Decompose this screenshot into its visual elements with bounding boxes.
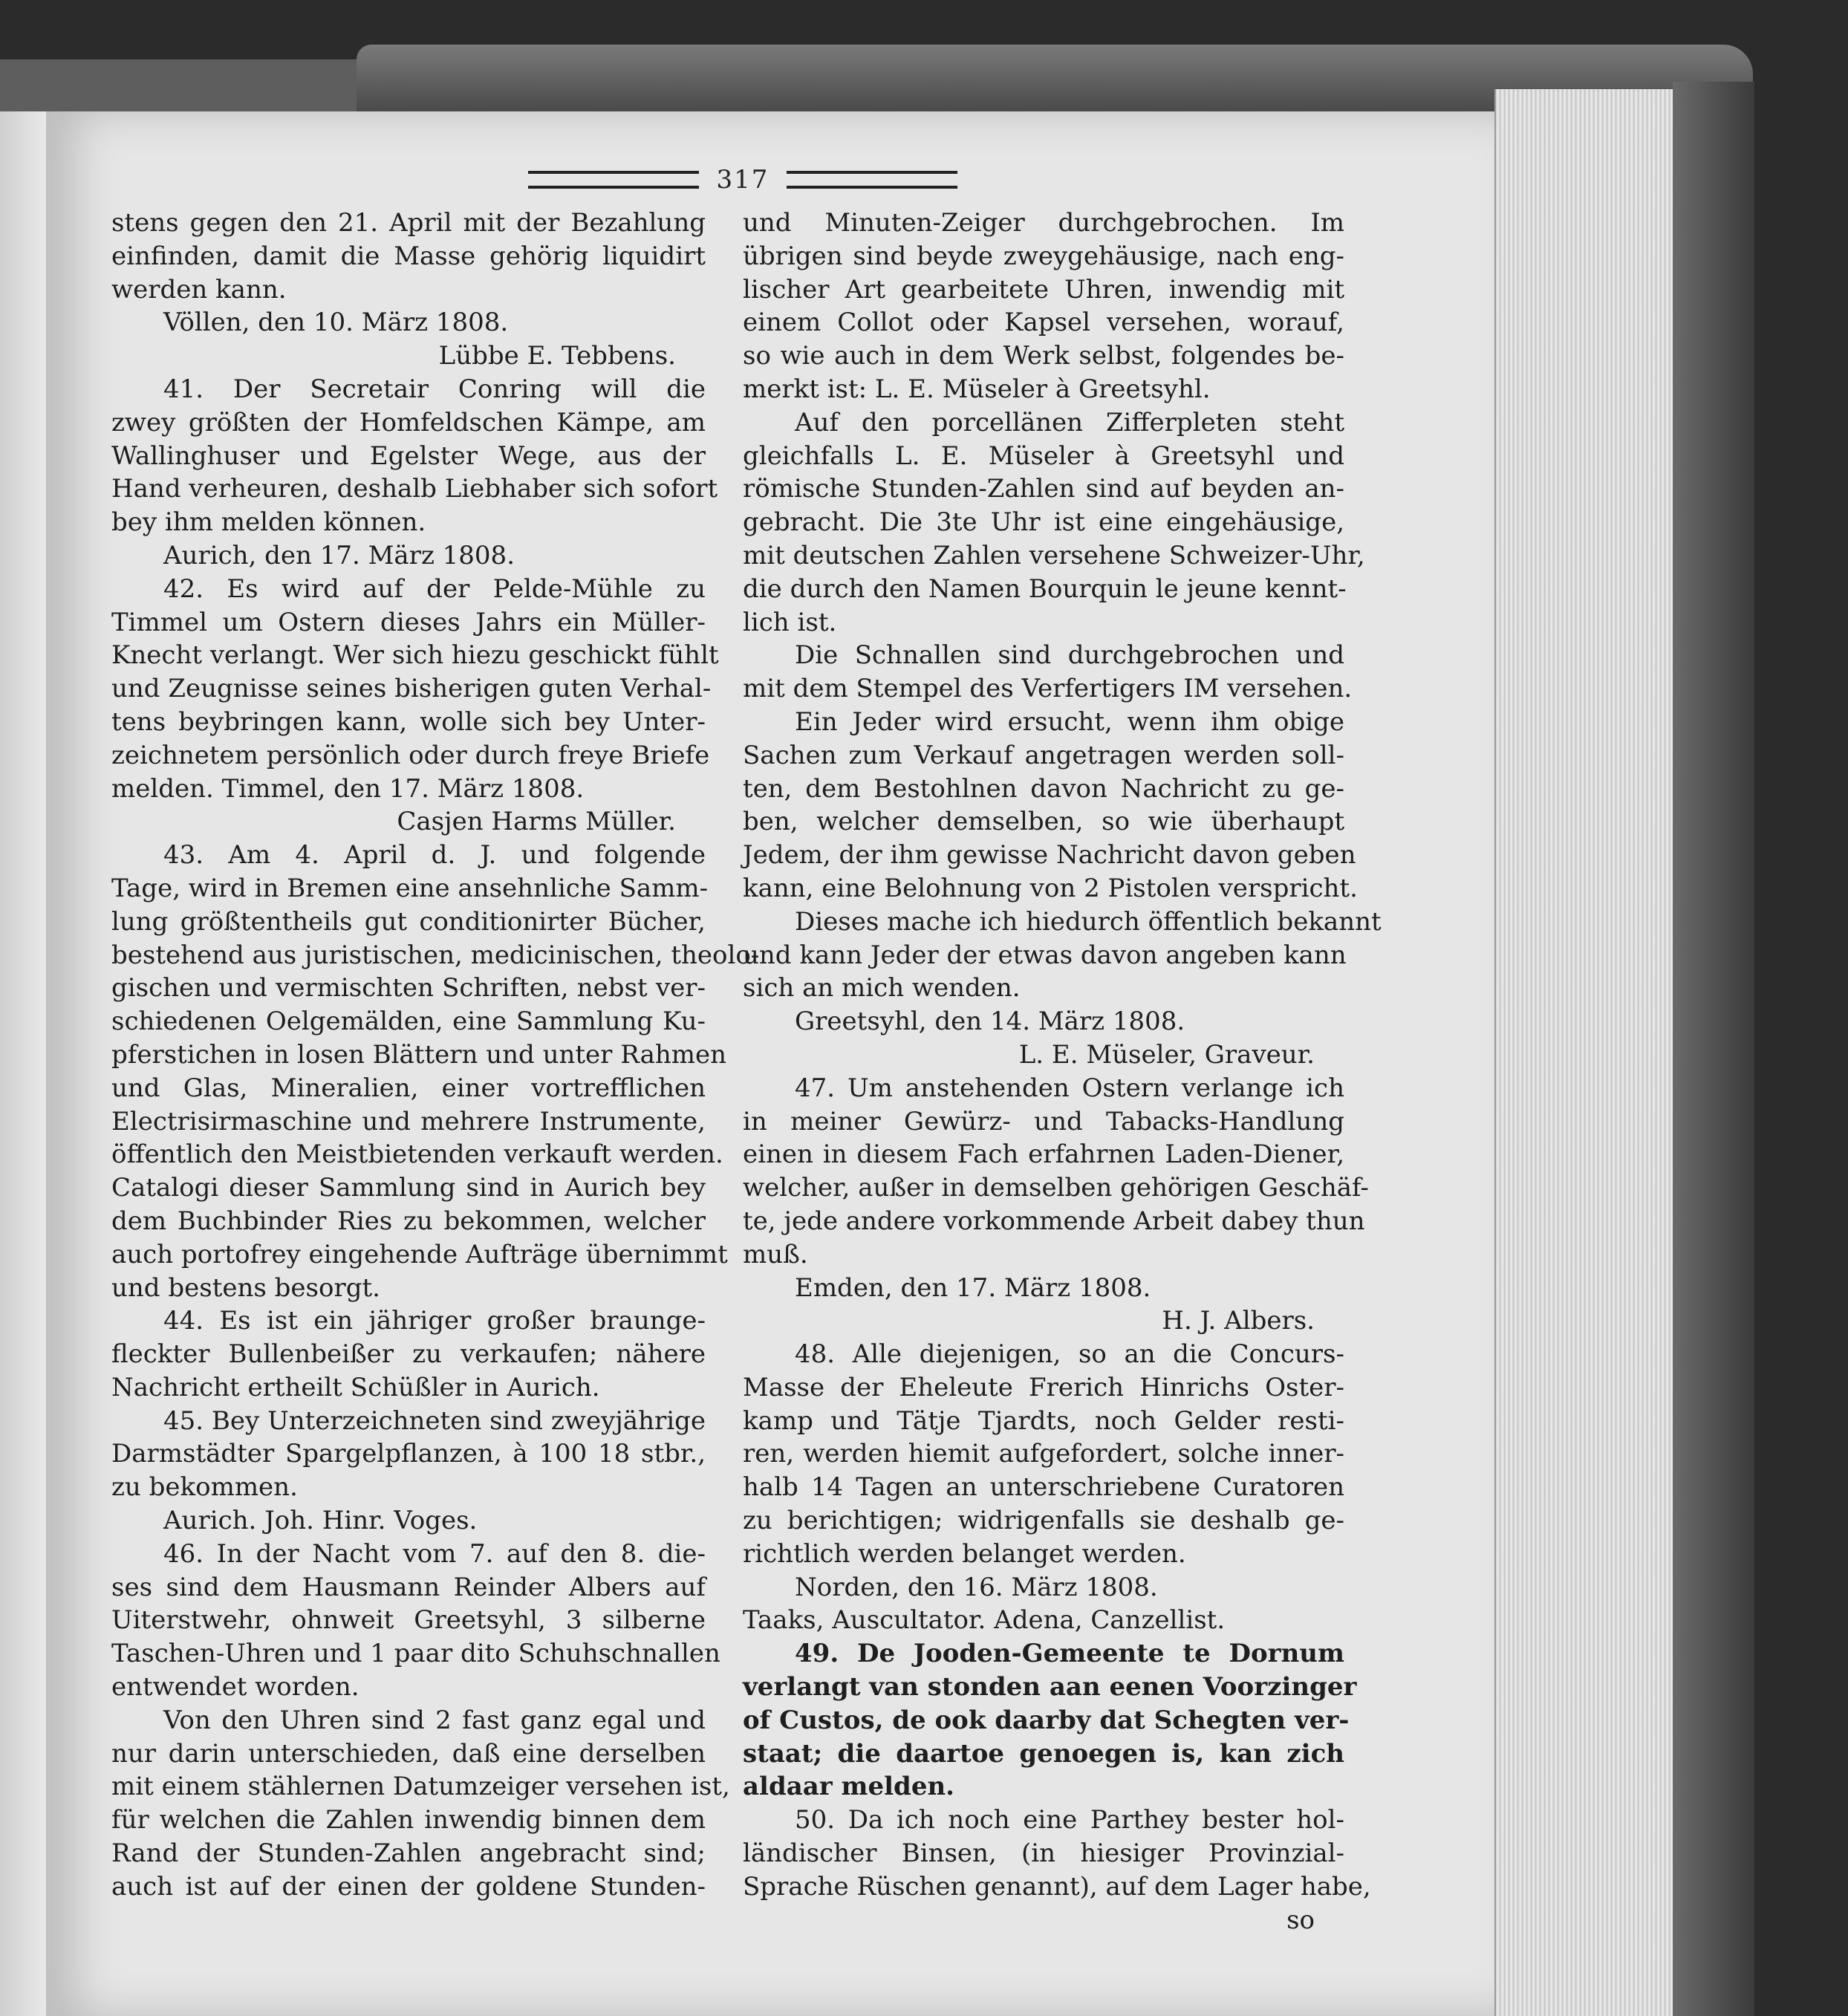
text-line: Dieses mache ich hiedurch öffentlich bekannt [795, 906, 1382, 937]
text-line: Die Schnallen sind durchgebrochen und [795, 640, 1344, 671]
text-line: zu berichtigen; widrigenfalls sie deshalb ge- [743, 1506, 1344, 1536]
text-line: Sachen zum Verkauf angetragen werden soll- [743, 740, 1344, 770]
text-line: Taschen-Uhren und 1 paar dito Schuhschnallen [111, 1639, 720, 1669]
text-line: und kann Jeder der etwas davon angeben kann [743, 940, 1347, 970]
text-line: ren, werden hiemit aufgefordert, solche inner- [743, 1439, 1344, 1469]
text-line: schiedenen Oelgemälden, eine Sammlung Ku- [111, 1007, 706, 1037]
text-line: 48. Alle diejenigen, so an die Concurs- [795, 1339, 1344, 1370]
text-line: und Zeugnisse seines bisherigen guten Verhal- [111, 674, 712, 704]
text-line: Catalogi dieser Sammlung sind in Aurich bey [111, 1173, 706, 1203]
text-line: mit einem stählernen Datumzeiger versehen ist, [111, 1772, 730, 1802]
text-line: melden. Timmel, den 17. März 1808. [111, 773, 585, 804]
text-line: muß. [743, 1239, 808, 1269]
text-line: 44. Es ist ein jähriger großer braunge- [163, 1306, 706, 1336]
text-line: lung größtentheils gut conditionirter Bücher, [111, 906, 706, 937]
text-line: te, jede andere vorkommende Arbeit dabey thun [743, 1206, 1365, 1236]
text-line: lich ist. [743, 607, 837, 637]
text-line: mit deutschen Zahlen versehene Schweizer-Uhr, [743, 540, 1365, 570]
text-line: Wallinghuser und Egelster Wege, aus der [111, 440, 706, 471]
text-line: Taaks, Auscultator. Adena, Canzellist. [743, 1605, 1226, 1636]
text-line: welcher, außer in demselben gehörigen Geschäf- [743, 1173, 1369, 1203]
text-line: Rand der Stunden-Zahlen angebracht sind; [111, 1838, 706, 1869]
text-line: 47. Um anstehenden Ostern verlange ich [795, 1073, 1344, 1103]
text-line: und bestens besorgt. [111, 1272, 380, 1303]
text-line: H. J. Albers. [1162, 1306, 1315, 1336]
text-line: bestehend aus juristischen, medicinischen, theolo- [111, 940, 760, 970]
text-line: tens beybringen kann, wolle sich bey Unter- [111, 706, 706, 737]
text-line: in meiner Gewürz- und Tabacks-Handlung [743, 1106, 1344, 1137]
text-line: Tage, wird in Bremen eine ansehnliche Samm- [111, 873, 709, 903]
text-line: merkt ist: L. E. Müseler à Greetsyhl. [743, 374, 1211, 404]
text-line: zwey größten der Homfeldschen Kämpe, am [111, 407, 706, 438]
text-line: so wie auch in dem Werk selbst, folgendes be- [743, 341, 1344, 371]
text-line: Masse der Eheleute Frerich Hinrichs Oster- [743, 1372, 1344, 1402]
text-line: gischen und vermischten Schriften, nebst ver- [111, 973, 706, 1004]
text-line: römische Stunden-Zahlen sind auf beyden an- [743, 474, 1344, 504]
text-line: nur darin unterschieden, daß eine derselben [111, 1738, 706, 1769]
text-line: gleichfalls L. E. Müseler à Greetsyhl und [743, 440, 1344, 471]
text-line: für welchen die Zahlen inwendig binnen dem [111, 1805, 706, 1835]
header-rule-right [787, 171, 957, 189]
text-line: Uiterstwehr, ohnweit Greetsyhl, 3 silberne [111, 1605, 706, 1636]
text-line: entwendet worden. [111, 1672, 359, 1703]
page-edge-shadow [1673, 82, 1754, 2016]
text-line: zeichnetem persönlich oder durch freye Briefe [111, 740, 710, 770]
text-line: 43. Am 4. April d. J. und folgende [163, 840, 706, 871]
text-line: die durch den Namen Bourquin le jeune kennt- [743, 573, 1347, 604]
text-line: 45. Bey Unterzeichneten sind zweyjährige [163, 1405, 706, 1436]
text-line: aldaar melden. [743, 1772, 955, 1802]
text-line: of Custos, de ook daarby dat Schegten ver- [743, 1705, 1350, 1735]
text-line: Casjen Harms Müller. [397, 807, 676, 837]
text-line: werden kann. [111, 274, 287, 305]
text-line: staat; die daartoe genoegen is, kan zich [743, 1738, 1344, 1769]
text-line: richtlich werden belanget werden. [743, 1538, 1186, 1569]
text-line: einfinden, damit die Masse gehörig liquidirt [111, 241, 706, 271]
text-line: Aurich, den 17. März 1808. [163, 540, 515, 570]
text-line: öffentlich den Meistbietenden verkauft werden. [111, 1139, 723, 1170]
text-line: 50. Da ich noch eine Parthey bester hol- [795, 1805, 1344, 1835]
text-line: Emden, den 17. März 1808. [795, 1272, 1151, 1303]
text-line: Auf den porcellänen Zifferpleten steht [795, 407, 1344, 438]
text-line: Knecht verlangt. Wer sich hiezu geschickt fühlt [111, 640, 719, 671]
text-line: mit dem Stempel des Verfertigers IM versehen. [743, 674, 1353, 704]
text-line: Hand verheuren, deshalb Liebhaber sich sofort [111, 474, 718, 504]
text-line: halb 14 Tagen an unterschriebene Curatoren [743, 1472, 1344, 1503]
text-line: L. E. Müseler, Graveur. [1018, 1039, 1315, 1070]
text-line: Völlen, den 10. März 1808. [163, 308, 509, 338]
text-line: ben, welcher demselben, so wie überhaupt [743, 807, 1344, 837]
text-line: 49. De Jooden-Gemeente te Dornum [795, 1639, 1344, 1669]
text-line: einen in diesem Fach erfahrnen Laden-Diener, [743, 1139, 1344, 1170]
text-line: kann, eine Belohnung von 2 Pistolen verspricht. [743, 873, 1358, 903]
text-line: und Minuten-Zeiger durchgebrochen. Im [743, 208, 1344, 238]
text-line: Greetsyhl, den 14. März 1808. [795, 1007, 1185, 1037]
text-line: bey ihm melden können. [111, 507, 426, 538]
text-line: pferstichen in losen Blättern und unter Rahmen [111, 1039, 727, 1070]
page-block-edge [1494, 89, 1674, 2016]
text-line: Jedem, der ihm gewisse Nachricht davon geben [743, 840, 1356, 871]
text-line: ten, dem Bestohlnen davon Nachricht zu ge- [743, 773, 1344, 804]
text-line: Darmstädter Spargelpflanzen, à 100 18 stbr., [111, 1439, 706, 1469]
facing-page-edge [0, 111, 46, 2016]
text-line: dem Buchbinder Ries zu bekommen, welcher [111, 1206, 706, 1236]
text-line: so [1286, 1905, 1315, 1935]
text-line: gebracht. Die 3te Uhr ist eine eingehäusige, [743, 507, 1344, 538]
text-line: Electrisirmaschine und mehrere Instrumente, [111, 1106, 706, 1137]
text-line: einem Collot oder Kapsel versehen, worauf, [743, 308, 1344, 338]
text-line: und Glas, Mineralien, einer vortrefflichen [111, 1073, 706, 1103]
text-line: Sprache Rüschen genannt), auf dem Lager habe, [743, 1871, 1371, 1902]
page-header [513, 165, 973, 195]
text-line: fleckter Bullenbeißer zu verkaufen; nähere [111, 1339, 706, 1370]
text-line: Ein Jeder wird ersucht, wenn ihm obige [795, 706, 1344, 737]
text-line: Lübbe E. Tebbens. [438, 341, 676, 371]
page-number: 317 [716, 165, 770, 195]
text-line: Norden, den 16. März 1808. [795, 1572, 1158, 1602]
text-line: verlangt van stonden aan eenen Voorzinger [743, 1672, 1357, 1703]
text-line: lischer Art gearbeitete Uhren, inwendig mit [743, 274, 1344, 305]
text-line: auch ist auf der einen der goldene Stunden- [111, 1871, 706, 1902]
text-line: ländischer Binsen, (in hiesiger Provinzial- [743, 1838, 1344, 1869]
text-line: 42. Es wird auf der Pelde-Mühle zu [163, 573, 706, 604]
text-line: 41. Der Secretair Conring will die [163, 374, 706, 404]
left-text-column [111, 207, 760, 1904]
right-text-column [743, 207, 1382, 1937]
text-line: sich an mich wenden. [743, 973, 1021, 1004]
text-line: stens gegen den 21. April mit der Bezahlung [111, 208, 706, 238]
text-line: Von den Uhren sind 2 fast ganz egal und [163, 1705, 706, 1735]
text-line: Nachricht ertheilt Schüßler in Aurich. [111, 1372, 600, 1402]
text-line: ses sind dem Hausmann Reinder Albers auf [111, 1572, 706, 1602]
text-line: übrigen sind beyde zweygehäusige, nach eng- [743, 241, 1344, 271]
text-line: Aurich. Joh. Hinr. Voges. [163, 1506, 478, 1536]
text-line: kamp und Tätje Tjardts, noch Gelder resti- [743, 1405, 1344, 1436]
text-line: zu bekommen. [111, 1472, 298, 1503]
text-line: 46. In der Nacht vom 7. auf den 8. die- [163, 1538, 706, 1569]
text-line: Timmel um Ostern dieses Jahrs ein Müller- [111, 607, 706, 637]
text-line: auch portofrey eingehende Aufträge übernimmt [111, 1239, 728, 1269]
header-rule-left [528, 171, 699, 189]
